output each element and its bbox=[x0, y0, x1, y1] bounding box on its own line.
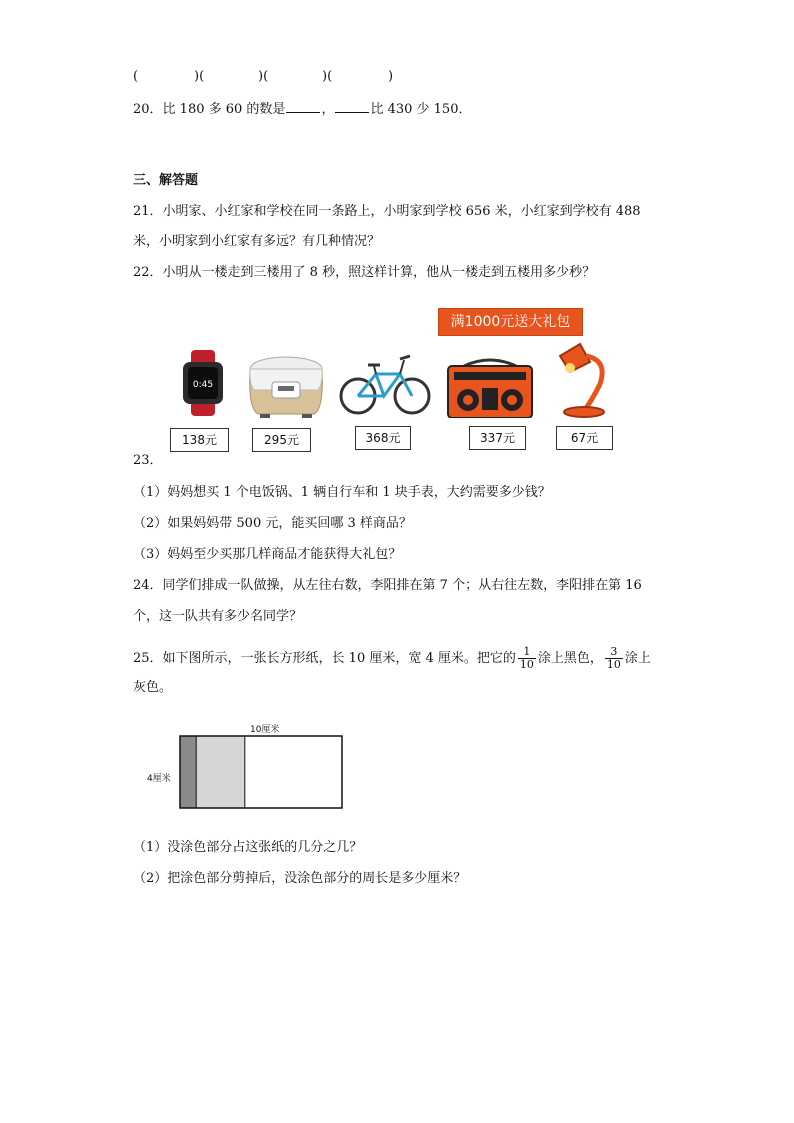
question-25-sub2: （2）把涂色部分剪掉后，没涂色部分的周长是多少厘米？ bbox=[133, 871, 467, 886]
question-21-line1: 21．小明家、小红家和学校在同一条路上，小明家到学校 656 米，小红家到学校有 488 bbox=[133, 204, 641, 219]
question-23-sub2: （2）如果妈妈带 500 元，能买回哪 3 样商品？ bbox=[133, 516, 412, 531]
question-24-line2: 个，这一队共有多少名同学？ bbox=[133, 609, 303, 624]
price-radio: 337元 bbox=[469, 426, 526, 450]
paren-3: )( bbox=[258, 69, 269, 84]
width-label: 4厘米 bbox=[147, 774, 171, 784]
watch-display: 0:45 bbox=[192, 380, 214, 390]
question-25-sub1: （1）没涂色部分占这张纸的几分之几？ bbox=[133, 840, 363, 855]
paren-5: ) bbox=[388, 69, 394, 84]
fraction-one-tenth: $\frac{1}{10}$ bbox=[519, 645, 534, 671]
price-watch: 138元 bbox=[170, 428, 229, 452]
section-title: 三、解答题 bbox=[133, 173, 199, 188]
paren-1: ( bbox=[133, 69, 139, 84]
question-20: 20．比 180 多 60 的数是 ， 比 430 少 150． bbox=[133, 102, 472, 117]
gray-part bbox=[196, 736, 245, 808]
question-25-line1: 25．如下图所示，一张长方形纸，长 10 厘米，宽 4 厘米。把它的 $\frac{1}{10}$ 涂上黑色， $\frac{3}{10}$ 涂上 bbox=[133, 645, 651, 671]
question-25-line2: 灰色。 bbox=[133, 680, 173, 695]
rectangle-figure bbox=[179, 735, 345, 811]
radio-icon bbox=[446, 356, 534, 418]
question-23-sub3: （3）妈妈至少买那几样商品才能获得大礼包？ bbox=[133, 547, 402, 562]
desk-lamp-icon bbox=[556, 342, 616, 418]
answer-blank-1[interactable] bbox=[286, 100, 320, 113]
rice-cooker-icon bbox=[246, 354, 326, 418]
watch-icon bbox=[180, 350, 226, 416]
fraction-three-tenths: $\frac{3}{10}$ bbox=[606, 645, 621, 671]
bicycle-icon bbox=[338, 350, 432, 418]
price-lamp: 67元 bbox=[556, 426, 613, 450]
question-24-line1: 24．同学们排成一队做操，从左往右数，李阳排在第 7 个；从右往左数，李阳排在第 16 bbox=[133, 578, 642, 593]
answer-blank-2[interactable] bbox=[335, 100, 369, 113]
paren-4: )( bbox=[322, 69, 333, 84]
price-bicycle: 368元 bbox=[355, 426, 411, 450]
question-23-number: 23． bbox=[133, 453, 163, 468]
gift-banner: 满1000元送大礼包 bbox=[438, 308, 583, 336]
black-part bbox=[180, 736, 196, 808]
paren-2: )( bbox=[194, 69, 205, 84]
question-21-line2: 米，小明家到小红家有多远？有几种情况？ bbox=[133, 234, 381, 249]
question-22: 22．小明从一楼走到三楼用了 8 秒，照这样计算，他从一楼走到五楼用多少秒？ bbox=[133, 265, 596, 280]
question-23-sub1: （1）妈妈想买 1 个电饭锅、1 辆自行车和 1 块手表，大约需要多少钱？ bbox=[133, 485, 551, 500]
price-rice-cooker: 295元 bbox=[252, 428, 311, 452]
length-label: 10厘米 bbox=[250, 725, 280, 735]
